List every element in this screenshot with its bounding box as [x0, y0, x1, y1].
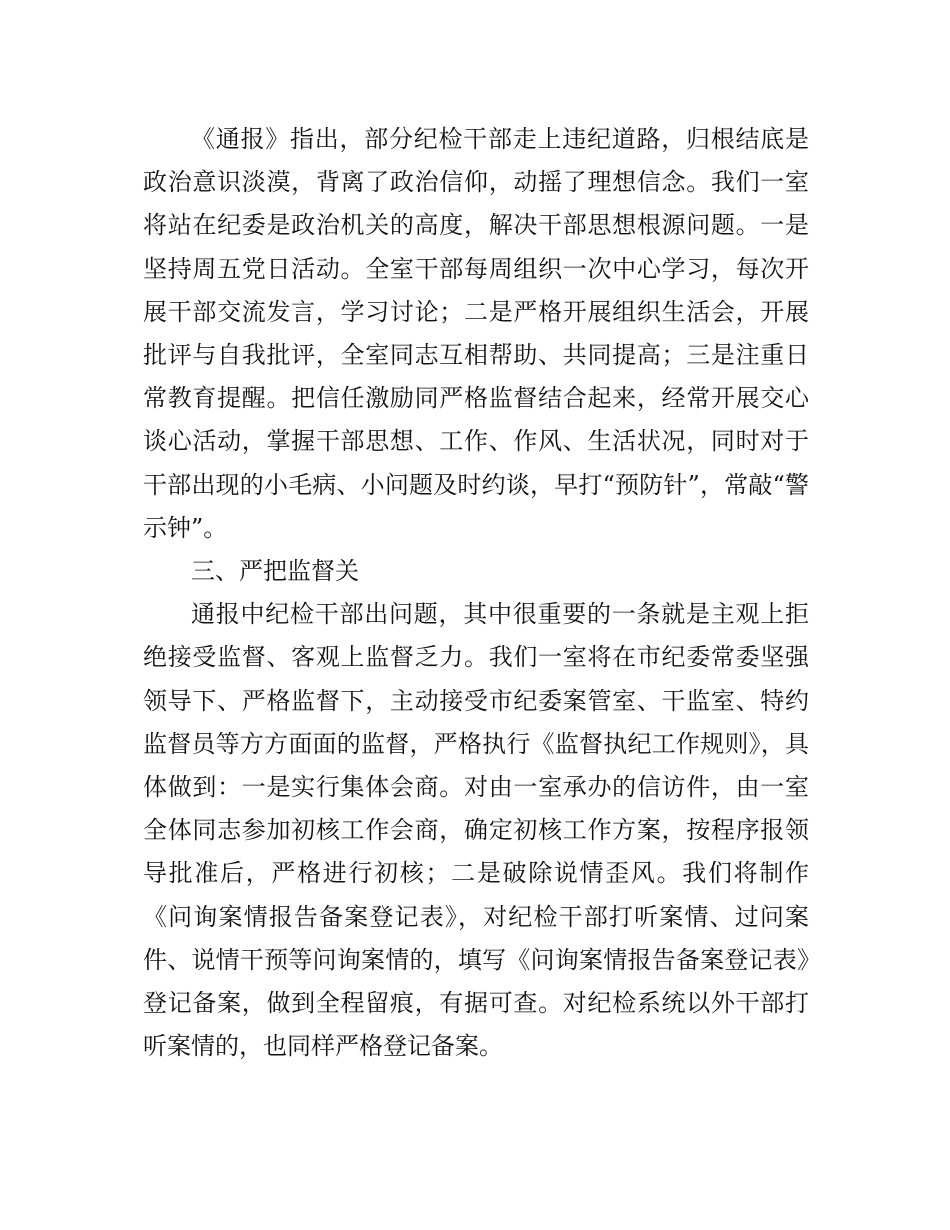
paragraph-supervision: 通报中纪检干部出问题，其中很重要的一条就是主观上拒绝接受监督、客观上监督乏力。我们一室将在市纪委常委坚强领导下、严格监督下，主动接受市纪委案管室、干监室、特约监督员等方方面面的监督，严格执行《监督执纪工作规则》，具体做到：一是实行集体会商。对由一室承办的信访件，由一室全体同志参加初核工作会商，确定初核工作方案，按程序报领导批准后，严格进行初核；二是破除说情歪风。我们将制作《问询案情报告备案登记表》，对纪检干部打听案情、过问案件、说情干预等问询案情的，填写《问询案情报告备案登记表》登记备案，做到全程留痕，有据可查。对纪检系统以外干部打听案情的，也同样严格登记备案。 — [143, 600, 809, 1061]
document-body — [143, 118, 809, 1068]
paragraph-report-notice: 《通报》指出，部分纪检干部走上违纪道路，归根结底是政治意识淡漠，背离了政治信仰，动摇了理想信念。我们一室将站在纪委是政治机关的高度，解决干部思想根源问题。一是坚持周五党日活动。全室干部每周组织一次中心学习，每次开展干部交流发言，学习讨论；二是严格开展组织生活会，开展批评与自我批评，全室同志互相帮助、共同提高；三是注重日常教育提醒。把信任激励同严格监督结合起来，经常开展交心谈心活动，掌握干部思想、工作、作风、生活状况，同时对于干部出现的小毛病、小问题及时约谈，早打“预防针”，常敲“警示钟”。 — [143, 125, 809, 542]
section-heading-supervision: 三、严把监督关 — [191, 557, 359, 586]
